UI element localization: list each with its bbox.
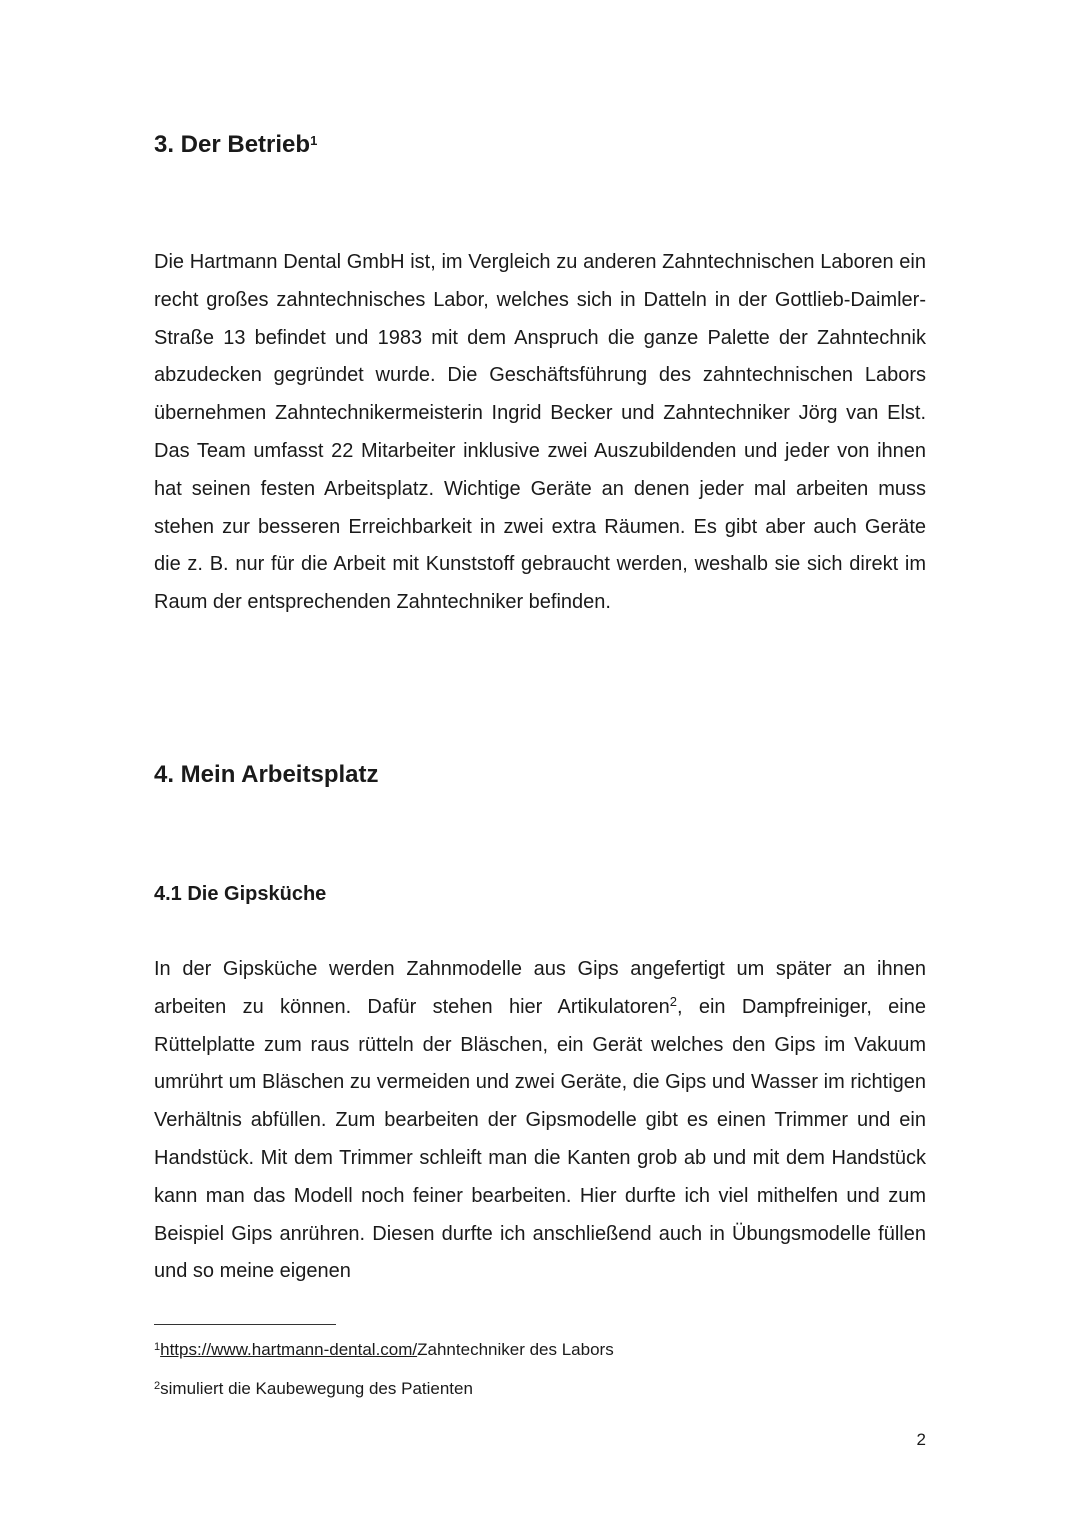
section-4-1-text-part-2: , ein Dampfreiniger, eine Rüttelplatte zum raus rütteln der Bläschen, ein Gerät welches den Gips im Vakuum umrührt um Bläschen zu vermeiden und zwei Geräte, die Gips und Wasser im richtigen Verhältnis abfüllen. Zum bearbeiten der Gipsmodelle gibt es einen Trimmer und ein Handstück. Mit dem Trimmer schleift man die Kanten grob ab und mit dem Handstück kann man das Modell noch feiner bearbeiten. Hier durfte ich viel mithelfen und zum Beispiel Gips anrühren. Diesen durfte ich anschließend auch in Übungsmodelle füllen und so meine eigenen [154,995,926,1283]
footnote-2-mark: 2 [154,1380,161,1392]
section-4-1-heading: 4.1 Die Gipsküche [154,883,327,905]
section-3-heading-text: 3. Der Betrieb [154,131,311,158]
section-4-heading: 4. Mein Arbeitsplatz [154,761,379,788]
section-3-paragraph: Die Hartmann Dental GmbH ist, im Vergleich zu anderen Zahntechnischen Laboren ein recht großes zahntechnisches Labor, welches sich in Datteln in der Gottlieb-Daimler-Straße 13 befindet und 1983 mit dem Anspruch die ganze Palette der Zahntechnik abzudecken gegründet wurde. Die Geschäftsführung des zahntechnischen Labors übernehmen Zahntechnikermeisterin Ingrid Becker und Zahntechniker Jörg van Elst. Das Team umfasst 22 Mitarbeiter inklusive zwei Auszubildenden und jeder von ihnen hat seinen festen Arbeitsplatz. Wichtige Geräte an denen jeder mal arbeiten muss stehen zur besseren Erreichbarkeit in zwei extra Räumen. Es gibt aber auch Geräte die z. B. nur für die Arbeit mit Kunststoff gebraucht werden, weshalb sie sich direkt im Raum der entsprechenden Zahntechniker befinden. [154,251,926,614]
section-4-1-paragraph [154,951,926,1291]
footnote-divider [154,1324,336,1325]
footnote-1-text: Zahntechniker des Labors [417,1340,614,1359]
footnote-1-link[interactable]: https://www.hartmann-dental.com/ [160,1340,418,1359]
section-3-heading [154,130,317,160]
footnote-2 [154,1378,473,1400]
page-number: 2 [916,1430,926,1449]
footnote-ref-2[interactable]: 2 [669,993,678,1009]
footnote-1 [154,1339,614,1361]
footnote-ref-1[interactable]: 1 [310,133,318,148]
footnote-2-text: simuliert die Kaubewegung des Patienten [160,1379,473,1398]
section-4-1-text-part-1: In der Gipsküche werden Zahnmodelle aus Gips angefertigt um später an ihnen arbeiten zu können. Dafür stehen hier Artikulatoren [154,958,926,1018]
footnote-1-mark: 1 [154,1341,161,1353]
